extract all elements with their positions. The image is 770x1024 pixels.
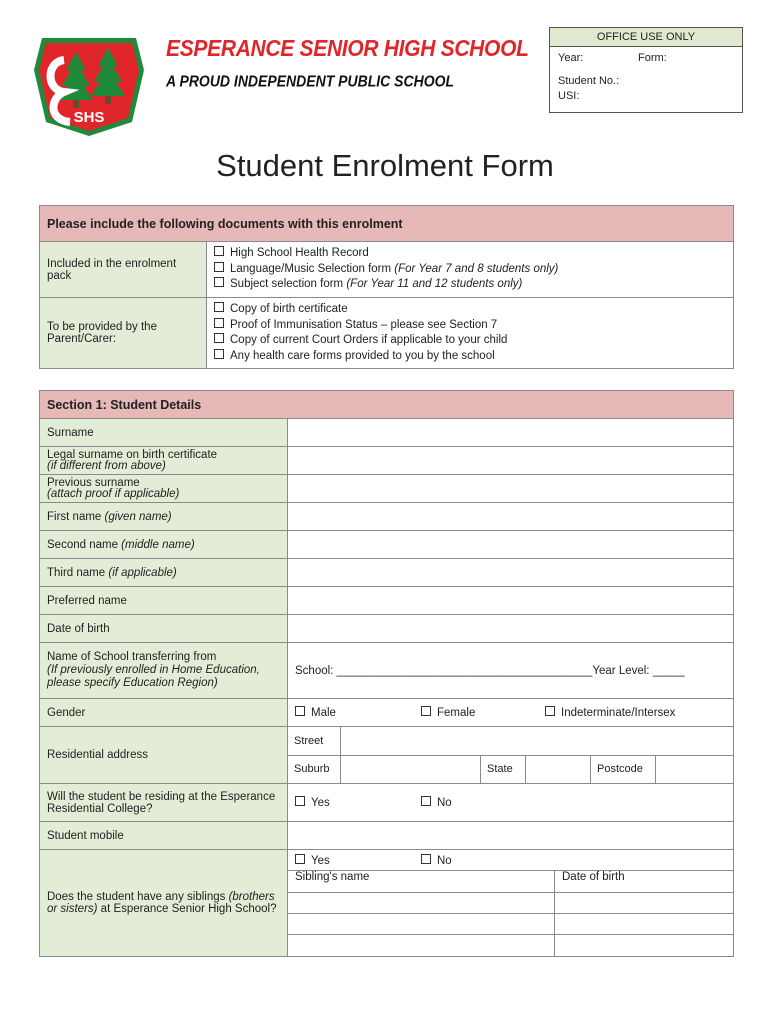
college-no[interactable]: No bbox=[421, 796, 452, 809]
school-name: ESPERANCE SENIOR HIGH SCHOOL bbox=[166, 36, 529, 62]
previous-surname-label: Previous surname (attach proof if applicable) bbox=[40, 475, 288, 503]
suburb-field[interactable] bbox=[341, 755, 481, 783]
logo-letters: SHS bbox=[73, 109, 105, 126]
pack-label: Included in the enrolment pack bbox=[40, 242, 207, 298]
parent-item[interactable]: Any health care forms provided to you by the school bbox=[214, 349, 726, 365]
siblings-fields bbox=[288, 850, 734, 957]
second-name-label: Second name (middle name) bbox=[40, 531, 288, 559]
prev-school-label: Name of School transferring from (If previously enrolled in Home Education, please specify Education Region) bbox=[40, 643, 288, 699]
postcode-label: Postcode bbox=[591, 755, 656, 783]
office-use-heading: OFFICE USE ONLY bbox=[550, 28, 742, 47]
address-fields bbox=[288, 727, 734, 784]
gender-option-male[interactable]: Male bbox=[295, 706, 421, 719]
pack-items bbox=[207, 242, 734, 298]
checkbox-icon[interactable] bbox=[295, 706, 305, 716]
sibling-dob-field[interactable] bbox=[555, 914, 734, 935]
sibling-name-field[interactable] bbox=[288, 893, 555, 914]
gender-options bbox=[288, 699, 734, 727]
surname-label: Surname bbox=[40, 419, 288, 447]
state-label: State bbox=[481, 755, 526, 783]
checkbox-icon[interactable] bbox=[214, 277, 224, 287]
mobile-label: Student mobile bbox=[40, 822, 288, 850]
previous-surname-field[interactable] bbox=[288, 475, 734, 503]
prev-school-field[interactable]: School: ________________________________________Year Level: _____ bbox=[288, 643, 734, 699]
sibling-name-header: Sibling's name bbox=[288, 871, 555, 893]
checkbox-icon[interactable] bbox=[214, 302, 224, 312]
checkbox-icon[interactable] bbox=[214, 246, 224, 256]
mobile-field[interactable] bbox=[288, 822, 734, 850]
checkbox-icon[interactable] bbox=[214, 333, 224, 343]
siblings-yes[interactable]: Yes bbox=[295, 854, 421, 867]
siblings-no[interactable]: No bbox=[421, 854, 452, 867]
legal-surname-label: Legal surname on birth certificate (if different from above) bbox=[40, 447, 288, 475]
sibling-name-field[interactable] bbox=[288, 935, 555, 956]
checkbox-icon[interactable] bbox=[214, 262, 224, 272]
first-name-label: First name (given name) bbox=[40, 503, 288, 531]
parent-item[interactable]: Proof of Immunisation Status – please see Section 7 bbox=[214, 318, 726, 334]
page-title: Student Enrolment Form bbox=[216, 148, 554, 183]
dob-field[interactable] bbox=[288, 615, 734, 643]
checkbox-icon[interactable] bbox=[214, 318, 224, 328]
pack-item[interactable]: High School Health Record bbox=[214, 246, 726, 262]
gender-option-female[interactable]: Female bbox=[421, 706, 545, 719]
state-field[interactable] bbox=[526, 755, 591, 783]
office-year-label: Year: bbox=[558, 52, 584, 64]
parent-item[interactable]: Copy of birth certificate bbox=[214, 302, 726, 318]
first-name-field[interactable] bbox=[288, 503, 734, 531]
checkbox-icon[interactable] bbox=[295, 796, 305, 806]
parent-items bbox=[207, 298, 734, 369]
sibling-name-field[interactable] bbox=[288, 914, 555, 935]
street-label: Street bbox=[288, 727, 341, 755]
gender-label: Gender bbox=[40, 699, 288, 727]
dob-label: Date of birth bbox=[40, 615, 288, 643]
second-name-field[interactable] bbox=[288, 531, 734, 559]
office-use-box bbox=[549, 27, 743, 113]
street-field[interactable] bbox=[341, 727, 734, 755]
pack-item[interactable]: Language/Music Selection form (For Year 7 and 8 students only) bbox=[214, 262, 726, 278]
checkbox-icon[interactable] bbox=[421, 854, 431, 864]
postcode-field[interactable] bbox=[656, 755, 734, 783]
checkbox-icon[interactable] bbox=[421, 796, 431, 806]
documents-table bbox=[39, 205, 734, 369]
office-form-label: Form: bbox=[638, 52, 667, 64]
checkbox-icon[interactable] bbox=[421, 706, 431, 716]
pack-item[interactable]: Subject selection form (For Year 11 and 12 students only) bbox=[214, 277, 726, 293]
checkbox-icon[interactable] bbox=[214, 349, 224, 359]
office-student-no-label: Student No.: bbox=[558, 75, 620, 87]
surname-field[interactable] bbox=[288, 419, 734, 447]
student-details-table bbox=[39, 390, 734, 957]
parent-item[interactable]: Copy of current Court Orders if applicable to your child bbox=[214, 333, 726, 349]
address-label: Residential address bbox=[40, 727, 288, 784]
preferred-name-label: Preferred name bbox=[40, 587, 288, 615]
sibling-dob-field[interactable] bbox=[555, 893, 734, 914]
college-label: Will the student be residing at the Esperance Residential College? bbox=[40, 784, 288, 822]
college-options bbox=[288, 784, 734, 822]
checkbox-icon[interactable] bbox=[295, 854, 305, 864]
third-name-label: Third name (if applicable) bbox=[40, 559, 288, 587]
parent-label: To be provided by the Parent/Carer: bbox=[40, 298, 207, 369]
documents-heading: Please include the following documents with this enrolment bbox=[40, 206, 734, 242]
office-year-row bbox=[550, 52, 742, 64]
third-name-field[interactable] bbox=[288, 559, 734, 587]
school-logo bbox=[28, 30, 150, 140]
preferred-name-field[interactable] bbox=[288, 587, 734, 615]
legal-surname-field[interactable] bbox=[288, 447, 734, 475]
siblings-options bbox=[288, 851, 733, 871]
checkbox-icon[interactable] bbox=[545, 706, 555, 716]
sibling-dob-header: Date of birth bbox=[555, 871, 734, 893]
suburb-label: Suburb bbox=[288, 755, 341, 783]
section1-heading: Section 1: Student Details bbox=[40, 391, 734, 419]
gender-option-intersex[interactable]: Indeterminate/Intersex bbox=[545, 706, 675, 719]
sibling-dob-field[interactable] bbox=[555, 935, 734, 956]
school-tagline: A PROUD INDEPENDENT PUBLIC SCHOOL bbox=[166, 72, 455, 90]
college-yes[interactable]: Yes bbox=[295, 796, 421, 809]
siblings-label: Does the student have any siblings (brothers or sisters) at Esperance Senior High School? bbox=[40, 850, 288, 957]
office-usi-label: USI: bbox=[558, 90, 580, 102]
